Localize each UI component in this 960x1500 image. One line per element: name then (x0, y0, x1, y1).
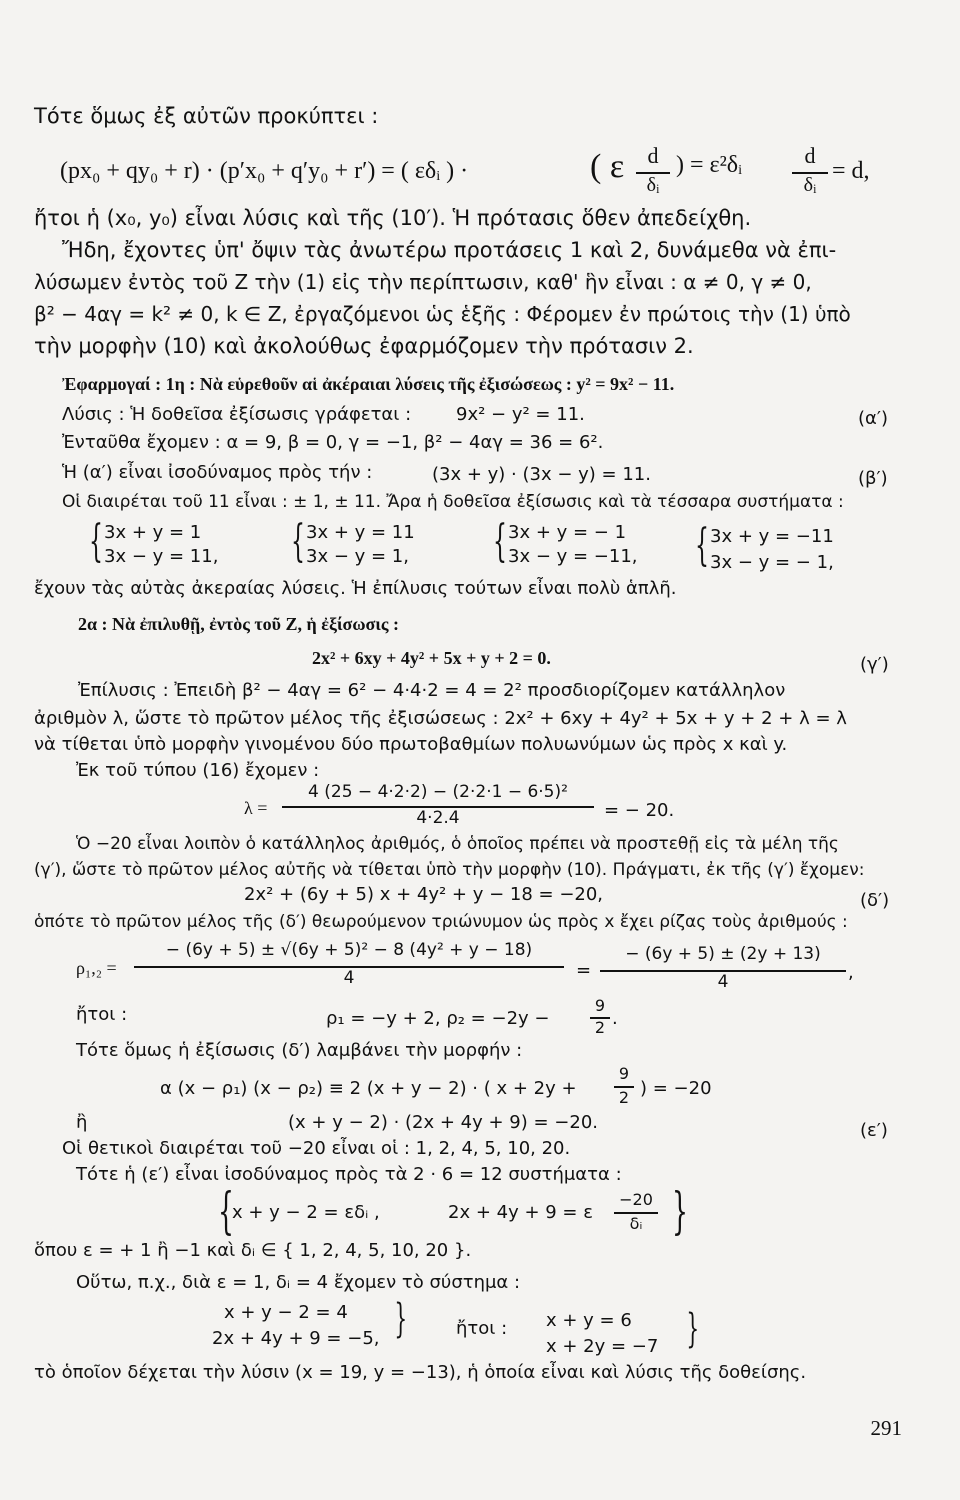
punctuation: , (848, 962, 854, 983)
system-eq: 3x + y = 1 (104, 522, 202, 543)
page-number: 291 (870, 1416, 902, 1440)
fraction-numerator: d (804, 143, 816, 168)
text-line: ὅπου ε = + 1 ἢ −1 καὶ δᵢ ∈ { 1, 2, 4, 5, 10, 20 }. (34, 1240, 472, 1261)
system-eq: 3x + y = −11 (710, 526, 834, 547)
text-line: Οἱ διαιρέται τοῦ 11 εἶναι : ± 1, ± 11. Ἄρα ἡ δοθεῖσα ἐξίσωσις καὶ τὰ τέσσαρα συστήματα : (62, 492, 844, 512)
fraction-numerator: − (6y + 5) ± (2y + 13) (625, 944, 821, 964)
left-brace: { (291, 516, 305, 567)
system-eq: 3x − y = 11, (104, 546, 219, 567)
right-brace: } (671, 1182, 688, 1240)
system-eq: x + 2y = −7 (546, 1336, 659, 1357)
equation-tag: (δ′) (860, 890, 890, 911)
equation: (3x + y) · (3x − y) = 11. (432, 464, 651, 485)
text-line: Οἱ θετικοὶ διαιρέται τοῦ −20 εἶναι οἱ : 1, 2, 4, 5, 10, 20. (62, 1138, 571, 1159)
fraction-numerator: 4 (25 − 4·2·2) − (2·2·1 − 6·5)² (308, 782, 568, 802)
fraction-denominator: δᵢ (629, 1214, 643, 1233)
fraction-numerator: − (6y + 5) ± √(6y + 5)² − 8 (4y² + y − 18) (165, 940, 533, 960)
fraction-numerator: 9 (618, 1064, 630, 1083)
equation: 2x² + 6xy + 4y² + 5x + y + 2 = 0. (312, 648, 551, 668)
text-line: Τότε ἡ (ε′) εἶναι ἰσοδύναμος πρὸς τὰ 2 · 6 = 12 συστήματα : (76, 1164, 622, 1185)
text-line: Οὕτω, π.χ., διὰ ε = 1, δᵢ = 4 ἔχομεν τὸ σύστημα : (76, 1272, 521, 1293)
equation: ρ₁ = −y + 2, ρ₂ = −2y − (326, 1008, 550, 1029)
left-brace: { (493, 516, 507, 567)
fraction-denominator: 4·2.4 (416, 808, 460, 828)
fraction-numerator: d (647, 143, 659, 168)
equation-tag: (α′) (858, 408, 888, 429)
equation: 2x + 4y + 9 = ε (448, 1202, 593, 1223)
text-line: ἢ (76, 1112, 88, 1133)
text-line: ἀριθμὸν λ, ὥστε τὸ πρῶτον μέλος τῆς ἐξισώσεως : 2x² + 6xy + 4y² + 5x + y + 2 + λ = λ (34, 708, 847, 729)
fraction-denominator: 2 (618, 1088, 630, 1107)
left-brace: { (89, 516, 103, 567)
text-line: ἔχουν τὰς αὐτὰς ἀκεραίας λύσεις. Ἡ ἐπίλυσις τούτων εἶναι πολὺ ἁπλῆ. (34, 578, 677, 599)
text-line: β² − 4αγ = k² ≠ 0, k ∈ Z, ἐργαζόμενοι ὡς ἑξῆς : Φέρομεν ἐν πρώτοις τὴν (1) ὑπὸ (34, 302, 851, 326)
text-line: Ἡ (α′) εἶναι ἰσοδύναμος πρὸς τήν : (62, 462, 373, 483)
text-line: ἤτοι ἡ (x₀, y₀) εἶναι λύσις καὶ τῆς (10′). Ἡ πρότασις ὅθεν ἀπεδείχθη. (34, 206, 752, 230)
text-line: Ὁ −20 εἶναι λοιπὸν ὁ κατάλληλος ἀριθμός, ὁ ὁποῖος πρέπει νὰ προστεθῇ εἰς τὰ μέλη τῆς (76, 834, 839, 854)
text-line: Ἐκ τοῦ τύπου (16) ἔχομεν : (76, 760, 320, 781)
equation-tag: (γ′) (860, 654, 889, 675)
text-line: (γ′), ὥστε τὸ πρῶτον μέλος αὐτῆς νὰ τίθεται ὑπὸ τὴν μορφὴν (10). Πράγματι, ἐκ τῆς (γ′) ἔχομεν: (34, 860, 865, 880)
punctuation: . (612, 1008, 618, 1029)
formula-rhs: = − 20. (604, 800, 675, 821)
system-eq: 3x − y = 1, (306, 546, 409, 567)
right-brace: } (686, 1306, 700, 1352)
right-brace: } (394, 1296, 408, 1342)
text-line: νὰ τίθεται ὑπὸ μορφὴν γινομένου δύο πρωτοβαθμίων πολυωνύμων ὡς πρὸς x καὶ y. (34, 734, 788, 755)
text-line: Ἐπίλυσις : Ἐπειδὴ β² − 4αγ = 6² − 4·4·2 = 4 = 2² προσδιορίζομεν κατάλληλον (78, 680, 786, 701)
text-line: τὸ ὁποῖον δέχεται τὴν λύσιν (x = 19, y = −13), ἡ ὁποία εἶναι καὶ λύσις τῆς δοθείσης. (34, 1362, 807, 1383)
equation-line: (px₀ + qy₀ + r) · (p′x₀ + q′y₀ + r′) = ( εδᵢ ) · (60, 158, 469, 184)
formula-lhs: λ = (244, 798, 268, 818)
text-line: Τότε ὅμως ἡ ἐξίσωσις (δ′) λαμβάνει τὴν μορφήν : (76, 1040, 523, 1061)
section-heading: Ἐφαρμογαί : 1η : Νὰ εὑρεθοῦν αἱ ἀκέραιαι λύσεις τῆς ἐξισώσεως : y² = 9x² − 11. (62, 374, 675, 394)
system-eq: x + y = 6 (546, 1310, 632, 1331)
system-eq: 3x + y = 11 (306, 522, 415, 543)
formula-lhs: ρ₁,₂ = (76, 958, 117, 978)
equation: α (x − ρ₁) (x − ρ₂) ≡ 2 (x + y − 2) · ( x + 2y + (160, 1078, 577, 1099)
equation-part: ) = ε²δᵢ (676, 152, 743, 178)
fraction-denominator: 4 (343, 968, 355, 988)
left-brace: { (217, 1182, 234, 1240)
fraction-numerator: 9 (594, 996, 606, 1015)
text-line: λύσωμεν ἐντὸς τοῦ Z τὴν (1) εἰς τὴν περίπτωσιν, καθ' ἣν εἶναι : α ≠ 0, γ ≠ 0, (34, 270, 812, 294)
equation: 9x² − y² = 11. (456, 404, 585, 425)
equation: (x + y − 2) · (2x + 4y + 9) = −20. (288, 1112, 599, 1133)
equals-sign: = (576, 960, 592, 981)
fraction-denominator: δᵢ (803, 174, 817, 196)
left-brace: { (695, 520, 709, 571)
system-eq: 2x + 4y + 9 = −5, (212, 1328, 380, 1349)
text-line: Τότε ὅμως ἐξ αὐτῶν προκύπτει : (34, 104, 379, 128)
section-heading: 2α : Νὰ ἐπιλυθῇ, ἐντὸς τοῦ Z, ἡ ἐξίσωσις : (78, 614, 399, 634)
text-line: Λύσις : Ἡ δοθεῖσα ἐξίσωσις γράφεται : (62, 404, 412, 425)
system-eq: x + y − 2 = 4 (224, 1302, 348, 1323)
equation-part: = d, (832, 158, 870, 184)
fraction-denominator: 4 (717, 972, 729, 992)
equation: x + y − 2 = εδᵢ , (232, 1202, 380, 1223)
text-line: Ἐνταῦθα ἔχομεν : α = 9, β = 0, γ = −1, β² − 4αγ = 36 = 6². (62, 432, 604, 453)
fraction-denominator: δᵢ (646, 174, 660, 196)
text-line: τὴν μορφὴν (10) καὶ ἀκολούθως ἐφαρμόζομεν τὴν πρότασιν 2. (34, 334, 694, 358)
system-eq: 3x − y = −11, (508, 546, 638, 567)
fraction-numerator: −20 (619, 1190, 653, 1209)
equation-tag: (β′) (858, 468, 888, 489)
text-line: ἤτοι : (456, 1318, 508, 1339)
equation: ) = −20 (640, 1078, 712, 1099)
text-line: ἤτοι : (76, 1004, 128, 1025)
system-eq: 3x + y = − 1 (508, 522, 627, 543)
text-line: ὁπότε τὸ πρῶτον μέλος τῆς (δ′) θεωρούμενον τριώνυμον ὡς πρὸς x ἔχει ρίζας τοὺς ἀριθμούς : (34, 912, 848, 932)
equation: 2x² + (6y + 5) x + 4y² + y − 18 = −20, (244, 884, 604, 905)
equation-paren: ( ε (590, 148, 625, 185)
fraction-denominator: 2 (594, 1018, 606, 1037)
system-eq: 3x − y = − 1, (710, 552, 834, 573)
text-line: Ἤδη, ἔχοντες ὑπ' ὄψιν τὰς ἀνωτέρω προτάσεις 1 καὶ 2, δυνάμεθα νὰ ἐπι- (62, 238, 837, 262)
equation-tag: (ε′) (860, 1120, 888, 1141)
